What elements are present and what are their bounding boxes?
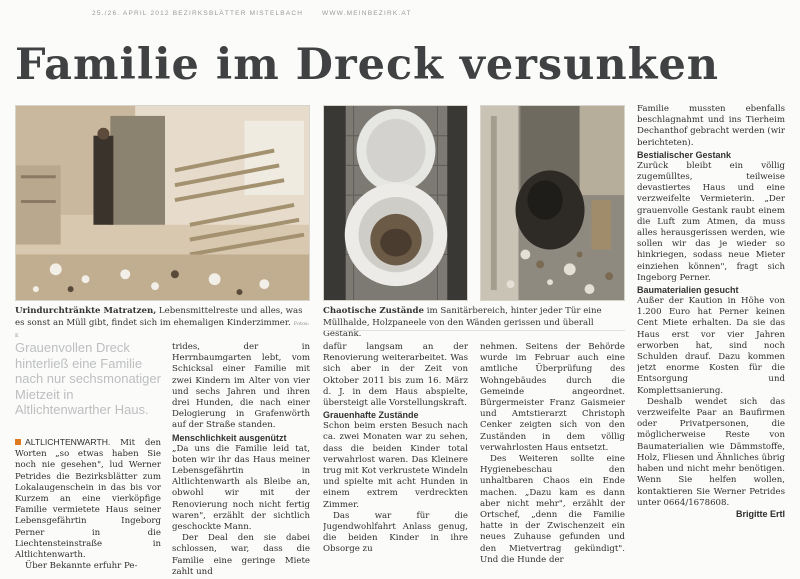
column-2-paragraph-2: „Da uns die Familie leid tat, boten wir ihr das Haus meiner Lebensgefährtin in Altlichtenwarth als Bleibe an, obwohl wir mit der Renovierung noch nicht fertig waren", erzählt der sichtlich geschockte Mann. xyxy=(172,443,310,533)
subheading-zustaende: Grauenhafte Zustände xyxy=(323,410,419,421)
column-5-paragraph-2: Zurück bleibt ein völlig zugemülltes, teilweise devastiertes Haus und eine verzweifelte Vermieterin. „Der grauenvolle Gestank raubt einem die Luft zum Atmen, da muss alles herausgerissen werden, wie sollen wir das je wieder so hinkriegen, sodass neue Mieter einziehen können", fragt sich Ingeborg Perner. xyxy=(637,160,785,283)
subheading-gestank: Bestialischer Gestank xyxy=(637,149,732,160)
caption-right-bold: Chaotische Zustände xyxy=(323,306,425,316)
column-3-paragraph-1: dafür langsam an der Renovierung weiterarbeitet. Was sich aber in der Zeit von Oktober 2011 bis zum 16. März d. J. in dem Haus abspielte, übersteigt alle Vorstellungskraft. xyxy=(323,342,468,409)
page-title: Familie im Dreck versunken xyxy=(15,40,720,90)
photo-debris-image xyxy=(481,106,624,300)
column-1-text: Mit den Worten „so etwas haben Sie noch nie gesehen", lud Werner Petrides die Bezirksblätter zum Lokalaugenschein in das bis vor Kurzem an eine vierköpfige Familie vermietete Haus seiner Lebensgefährtin Ingeborg Perner in die Liechtensteinstraße in Altlichtenwarth. xyxy=(15,438,161,561)
caption-left xyxy=(15,306,311,343)
caption-left-bold: Urindurchtränkte Matratzen, xyxy=(15,306,157,316)
author-byline: Brigitte Ertl xyxy=(735,508,785,519)
subheading-baumaterialien: Baumaterialien gesucht xyxy=(637,285,739,296)
photo-credit: Fotos: E xyxy=(15,320,310,339)
photo-room xyxy=(15,105,310,301)
photo-room-image xyxy=(16,106,309,300)
dateline: ALTLICHTENWARTH. xyxy=(25,437,111,447)
issue-date: 25./26. APRIL 2012 BEZIRKSBLÄTTER MISTELBACH xyxy=(92,10,304,17)
subheading-menschlichkeit: Menschlichkeit ausgenützt xyxy=(172,432,287,443)
column-5-paragraph-4: Deshalb wendet sich das verzweifelte Paar an Baufirmen oder Privatpersonen, die möglicherweise Reste von Baumaterialien wie Dämmstoffe, Holz, Fliesen und Ähnliches übrig haben und nicht mehr benötigen. Wenn Sie helfen wollen, kontaktieren Sie Werner Petrides unter 0664/1678608. xyxy=(637,396,785,508)
article-column-2 xyxy=(172,342,310,579)
photo-toilet-image xyxy=(324,106,467,300)
photo-debris xyxy=(480,105,625,301)
column-4-paragraph-2: Des Weiteren sollte eine Hygienebeschau den unhaltbaren Chaos ein Ende machen. „Dazu kam es dann aber nicht mehr", erzählt der Ortschef, „denn die Familie hatte in der Zwischenzeit ein neues Zuhause gefunden und den Mietvertrag gekündigt". Und die Hunde der xyxy=(480,454,625,565)
article-column-4 xyxy=(480,342,625,579)
column-1-paragraph-2: Über Bekannte erfuhr Pe- xyxy=(25,561,138,572)
column-5-paragraph-1: Familie mussten ebenfalls beschlagnahmt und ins Tierheim Dechanthof gebracht werden (wir berichteten). xyxy=(637,104,785,148)
article-column-1 xyxy=(15,437,161,579)
dateline-bullet-icon xyxy=(15,439,21,445)
caption-left-text: Lebensmittelreste und alles, was es sonst an Müll gibt, findet sich im ehemaligen Kinderzimmer. xyxy=(15,306,303,328)
column-4-paragraph-1: nehmen. Seitens der Behörde wurde im Februar auch eine amtliche Überprüfung des Wohngebäudes durch die Gemeinde angeordnet. Bürgermeister Franz Gaismeier und Amtstierarzt Christoph Cenker zeigten sich von den Zuständen in dem völlig verwahrlosten Haus entsetzt. xyxy=(480,342,625,453)
caption-divider xyxy=(323,330,625,331)
column-2-paragraph-3: Der Deal den sie dabei schlossen, war, dass die Familie eine geringe Miete zahlt und xyxy=(172,533,310,577)
column-1-paragraph-1 xyxy=(15,437,161,561)
article-column-5 xyxy=(637,104,785,579)
caption-right-text: im Sanitärbereich, hinter jeder Tür eine Müllhalde, Holzpaneele von den Wänden gerissen und überall Gestank. xyxy=(323,306,602,339)
column-5-paragraph-3: Außer der Kaution in Höhe von 1.200 Euro hat Perner keinen Cent Miete erhalten. Da sie das Haus erst vor vier Jahren erworben hat, sind noch Schulden drauf. Dazu kommen jetzt enorme Kosten für die Entsorgung und Komplettsanierung. xyxy=(637,296,785,396)
caption-right xyxy=(323,306,625,341)
lead-paragraph: Grauenvollen Dreck hinterließ eine Familie nach nur sechsmonatiger Mietzeit in Altlichtenwarther Haus. xyxy=(15,340,161,417)
article-column-3 xyxy=(323,342,468,579)
column-2-paragraph-1: trides, der in Herrnbaumgarten lebt, vom Schicksal einer Familie mit zwei Kindern im Alter von vier und sechs Jahren und ihren drei Hunden, die nach einer Delogierung in Grafenwörth auf der Straße standen. xyxy=(172,342,310,431)
column-3-paragraph-3: Das war für die Jugendwohlfahrt Anlass genug, die beiden Kinder in ihre Obsorge zu xyxy=(323,510,468,555)
website-url[interactable]: WWW.MEINBEZIRK.AT xyxy=(322,10,412,17)
column-3-paragraph-2: Schon beim ersten Besuch nach ca. zwei Monaten war zu sehen, dass die beiden Kinder total verwahrlost waren. Das Kleinere trug mit Kot verkrustete Windeln und spielte mit acht Hunden in einem extrem verdreckten Zimmer. xyxy=(323,421,468,510)
photo-toilet xyxy=(323,105,468,301)
